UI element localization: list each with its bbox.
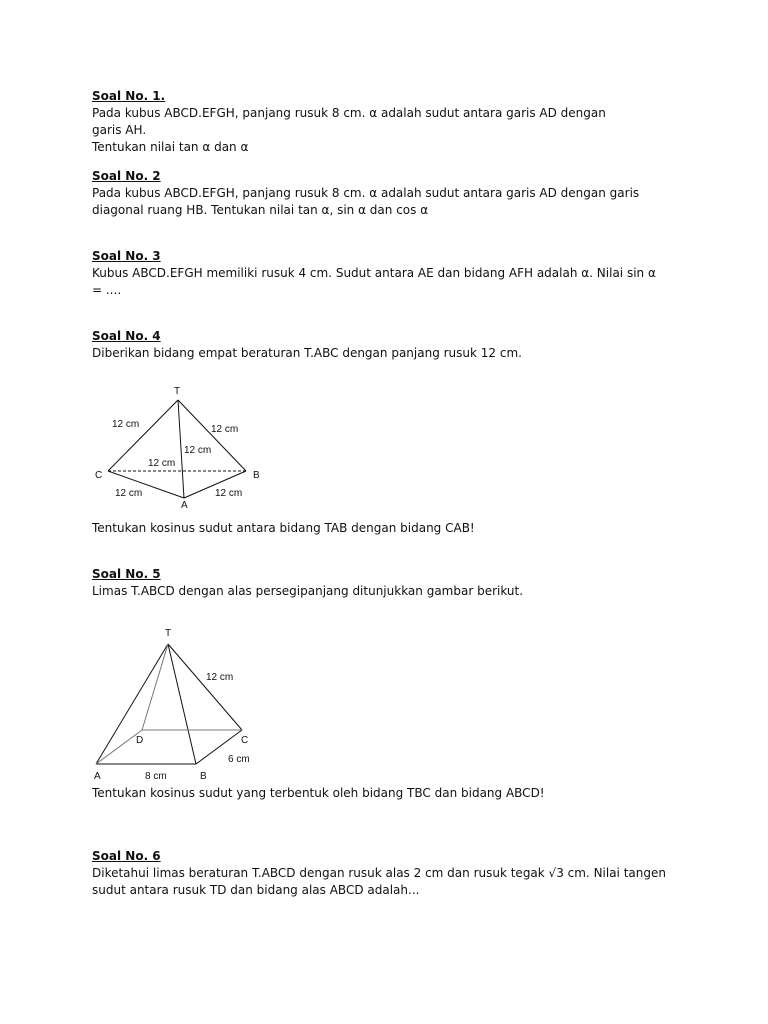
edge-tb <box>168 644 196 764</box>
problem-6-heading: Soal No. 6 <box>92 849 161 863</box>
problem-2-line-2: diagonal ruang HB. Tentukan nilai tan α, sin α dan cos α <box>92 203 429 217</box>
vertex-t-label: T <box>165 628 172 639</box>
vertex-a-label-box <box>176 497 196 511</box>
vertex-b-label: B <box>253 470 260 481</box>
problem-1-heading: Soal No. 1. <box>92 89 166 103</box>
problem-1-line-1: Pada kubus ABCD.EFGH, panjang rusuk 8 cm. α adalah sudut antara garis AD dengan <box>92 106 606 120</box>
problem-5-question-block <box>92 785 682 802</box>
problem-6 <box>92 848 682 899</box>
problem-2 <box>92 168 682 219</box>
edge-ta <box>96 644 168 764</box>
problem-6-line-1: Diketahui limas beraturan T.ABCD dengan rusuk alas 2 cm dan rusuk tegak √3 cm. Nilai tangen <box>92 866 666 880</box>
vertex-c-label: C <box>95 470 103 481</box>
problem-2-heading: Soal No. 2 <box>92 169 161 183</box>
edge-cb-label: 12 cm <box>148 458 176 469</box>
problem-4 <box>92 328 682 362</box>
problem-5 <box>92 566 682 600</box>
problem-4-question-block <box>92 520 682 537</box>
problem-4-question: Tentukan kosinus sudut antara bidang TAB dengan bidang CAB! <box>92 521 475 535</box>
vertex-c-label: C <box>241 735 249 746</box>
problem-1-line-3: Tentukan nilai tan α dan α <box>92 140 249 154</box>
problem-5-heading: Soal No. 5 <box>92 567 161 581</box>
problem-4-intro: Diberikan bidang empat beraturan T.ABC dengan panjang rusuk 12 cm. <box>92 346 522 360</box>
vertex-a-label: A <box>94 771 101 782</box>
edge-tb <box>178 400 246 471</box>
vertex-b-label: B <box>200 771 207 782</box>
edge-ta-label: 12 cm <box>184 445 212 456</box>
edge-tb-label: 12 cm <box>211 424 239 435</box>
problem-6-line-2: sudut antara rusuk TD dan bidang alas ABCD adalah... <box>92 883 420 897</box>
edge-td <box>142 644 168 730</box>
problem-3-heading: Soal No. 3 <box>92 249 161 263</box>
problem-5-intro: Limas T.ABCD dengan alas persegipanjang ditunjukkan gambar berikut. <box>92 584 524 598</box>
problem-5-question: Tentukan kosinus sudut yang terbentuk oleh bidang TBC dan bidang ABCD! <box>92 786 545 800</box>
pyramid-figure <box>90 622 290 784</box>
problem-3-line-1: Kubus ABCD.EFGH memiliki rusuk 4 cm. Sudut antara AE dan bidang AFH adalah α. Nilai sin α <box>92 266 656 280</box>
edge-ab-label: 8 cm <box>145 771 167 782</box>
edge-tc <box>168 644 242 730</box>
problem-1-line-2: garis AH. <box>92 123 147 137</box>
problem-3 <box>92 248 682 299</box>
vertex-a-label: A <box>181 500 188 511</box>
edge-tc-label: 12 cm <box>206 672 234 683</box>
edge-ca-label: 12 cm <box>115 488 143 499</box>
tetrahedron-figure <box>88 380 288 499</box>
problem-1 <box>92 88 682 156</box>
edge-tc-label: 12 cm <box>112 419 140 430</box>
problem-4-heading: Soal No. 4 <box>92 329 161 343</box>
vertex-t-label: T <box>174 386 181 397</box>
edge-bc-label: 6 cm <box>228 754 250 765</box>
edge-ab-label: 12 cm <box>215 488 243 499</box>
problem-3-line-2: = .... <box>92 283 122 297</box>
problem-2-line-1: Pada kubus ABCD.EFGH, panjang rusuk 8 cm. α adalah sudut antara garis AD dengan garis <box>92 186 640 200</box>
vertex-d-label: D <box>136 735 144 746</box>
